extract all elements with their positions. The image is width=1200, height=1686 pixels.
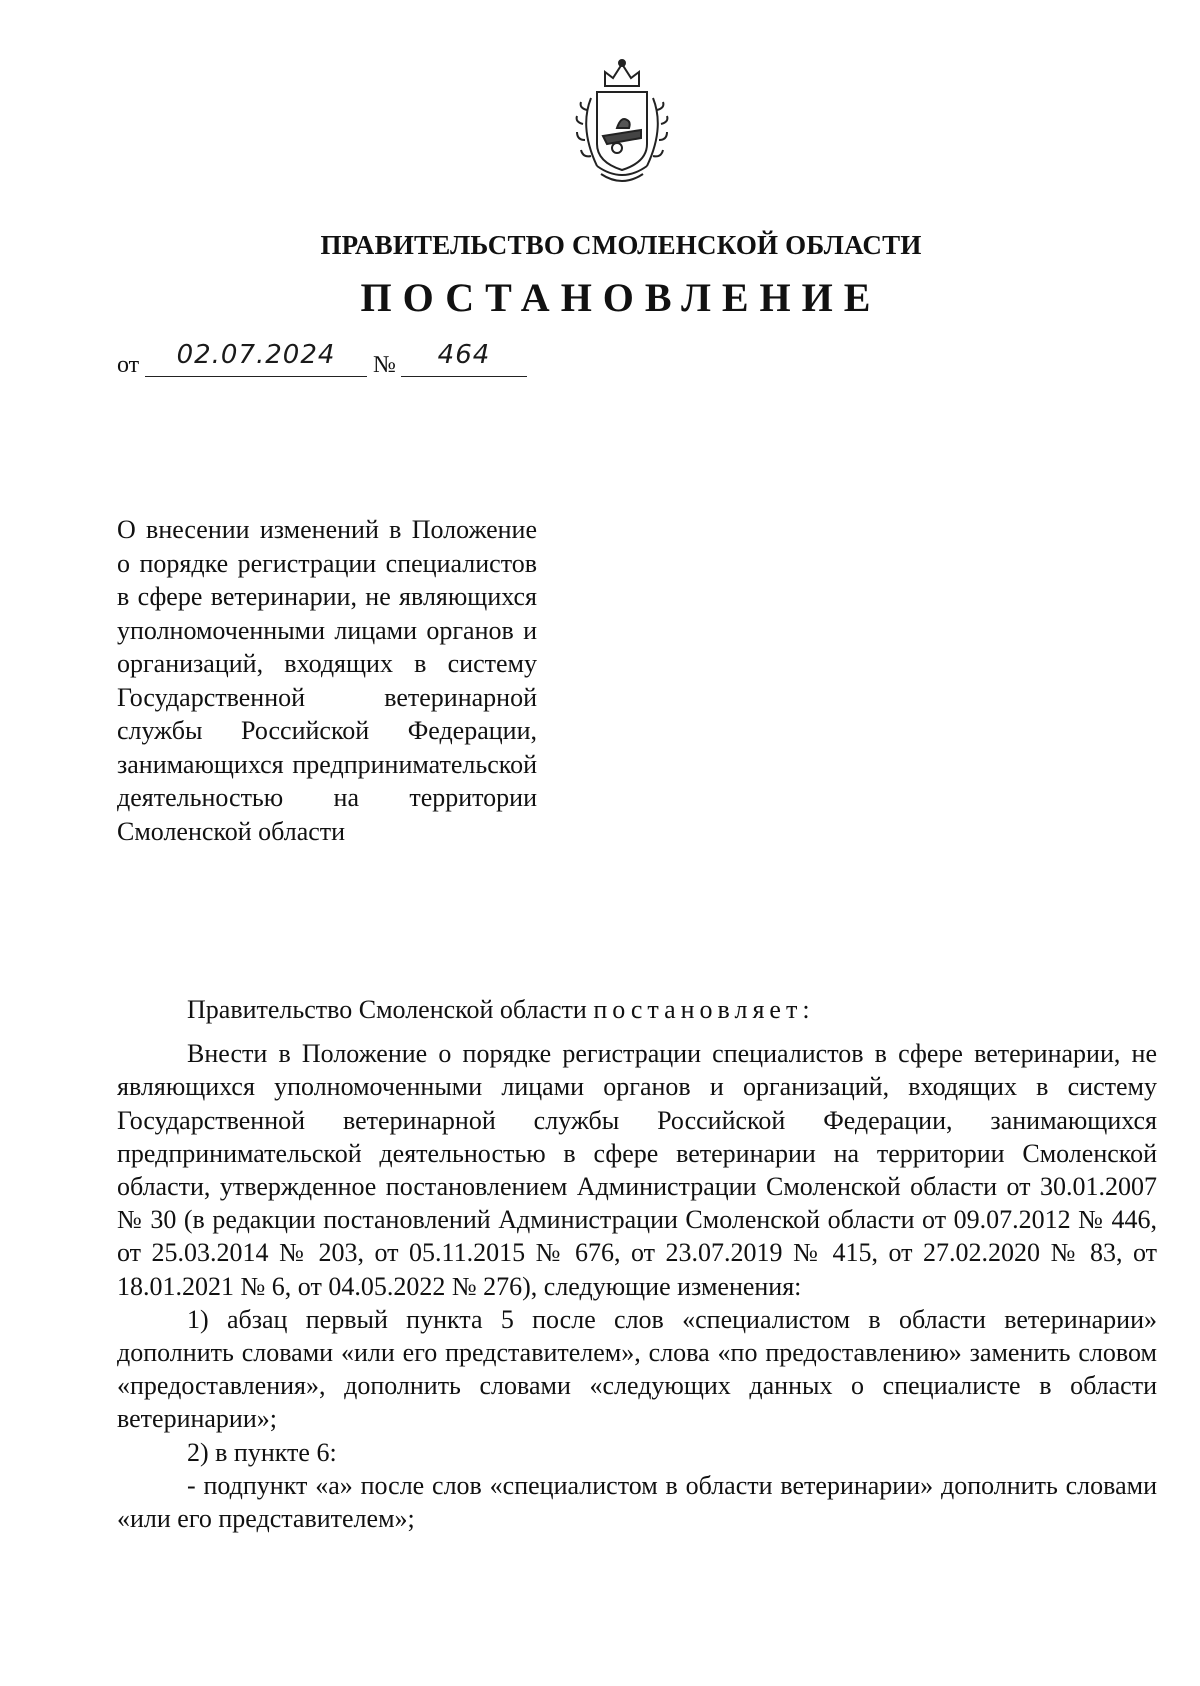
coat-of-arms-icon	[561, 58, 683, 192]
main-paragraph: Внести в Положение о порядке регистрации специалистов в сфере ветеринарии, не являющихся уполномоченными лицами органов и организаций, входящих в систему Государственной ветеринарной службы Российской Федерации, занимающихся предпринимательской деятельностью в сфере ветеринарии на территории Смоленской области, утвержденное постановлением Администрации Смоленской области от 30.01.2007 № 30 (в редакции постановлений Администрации Смоленской области от 09.07.2012 № 446, от 25.03.2014 № 203, от 05.11.2015 № 676, от 23.07.2019 № 415, от 27.02.2020 № 83, от 18.01.2021 № 6, от 04.05.2022 № 276), следующие изменения:	[117, 1039, 1157, 1301]
document-body	[117, 993, 1157, 1535]
subject-text: О внесении изменений в Положение о порядке регистрации специалистов в сфере ветеринарии, не являющихся уполномоченными лицами органов и организаций, входящих в систему Государственной ветеринарной службы Российской Федерации, занимающихся предпринимательской деятельностью на территории Смоленской области	[117, 515, 537, 846]
item-2-subitem: - подпункт «а» после слов «специалистом в области ветеринарии» дополнить словами «или его представителем»;	[117, 1470, 1157, 1534]
date-value: 02.07.2024	[145, 340, 367, 377]
intro-prefix: Правительство Смоленской области	[187, 995, 587, 1024]
item-1: 1) абзац первый пункта 5 после слов «специалистом в области ветеринарии» дополнить словами «или его представителем», слова «по предоставлению» заменить словом «предоставления», дополнить словами «следующих данных о специалисте в области ветеринарии»;	[117, 1304, 1157, 1434]
date-prefix: от	[117, 352, 140, 378]
number-prefix: №	[373, 352, 396, 378]
item-2: 2) в пункте 6:	[187, 1437, 337, 1467]
number-value: 464	[401, 340, 527, 377]
document-subject	[117, 513, 537, 848]
organization-title: ПРАВИТЕЛЬСТВО СМОЛЕНСКОЙ ОБЛАСТИ	[320, 230, 922, 260]
intro-verb: постановляет:	[593, 995, 815, 1024]
document-type-title: ПОСТАНОВЛЕНИЕ	[360, 275, 882, 320]
intro-line	[117, 993, 1157, 1026]
